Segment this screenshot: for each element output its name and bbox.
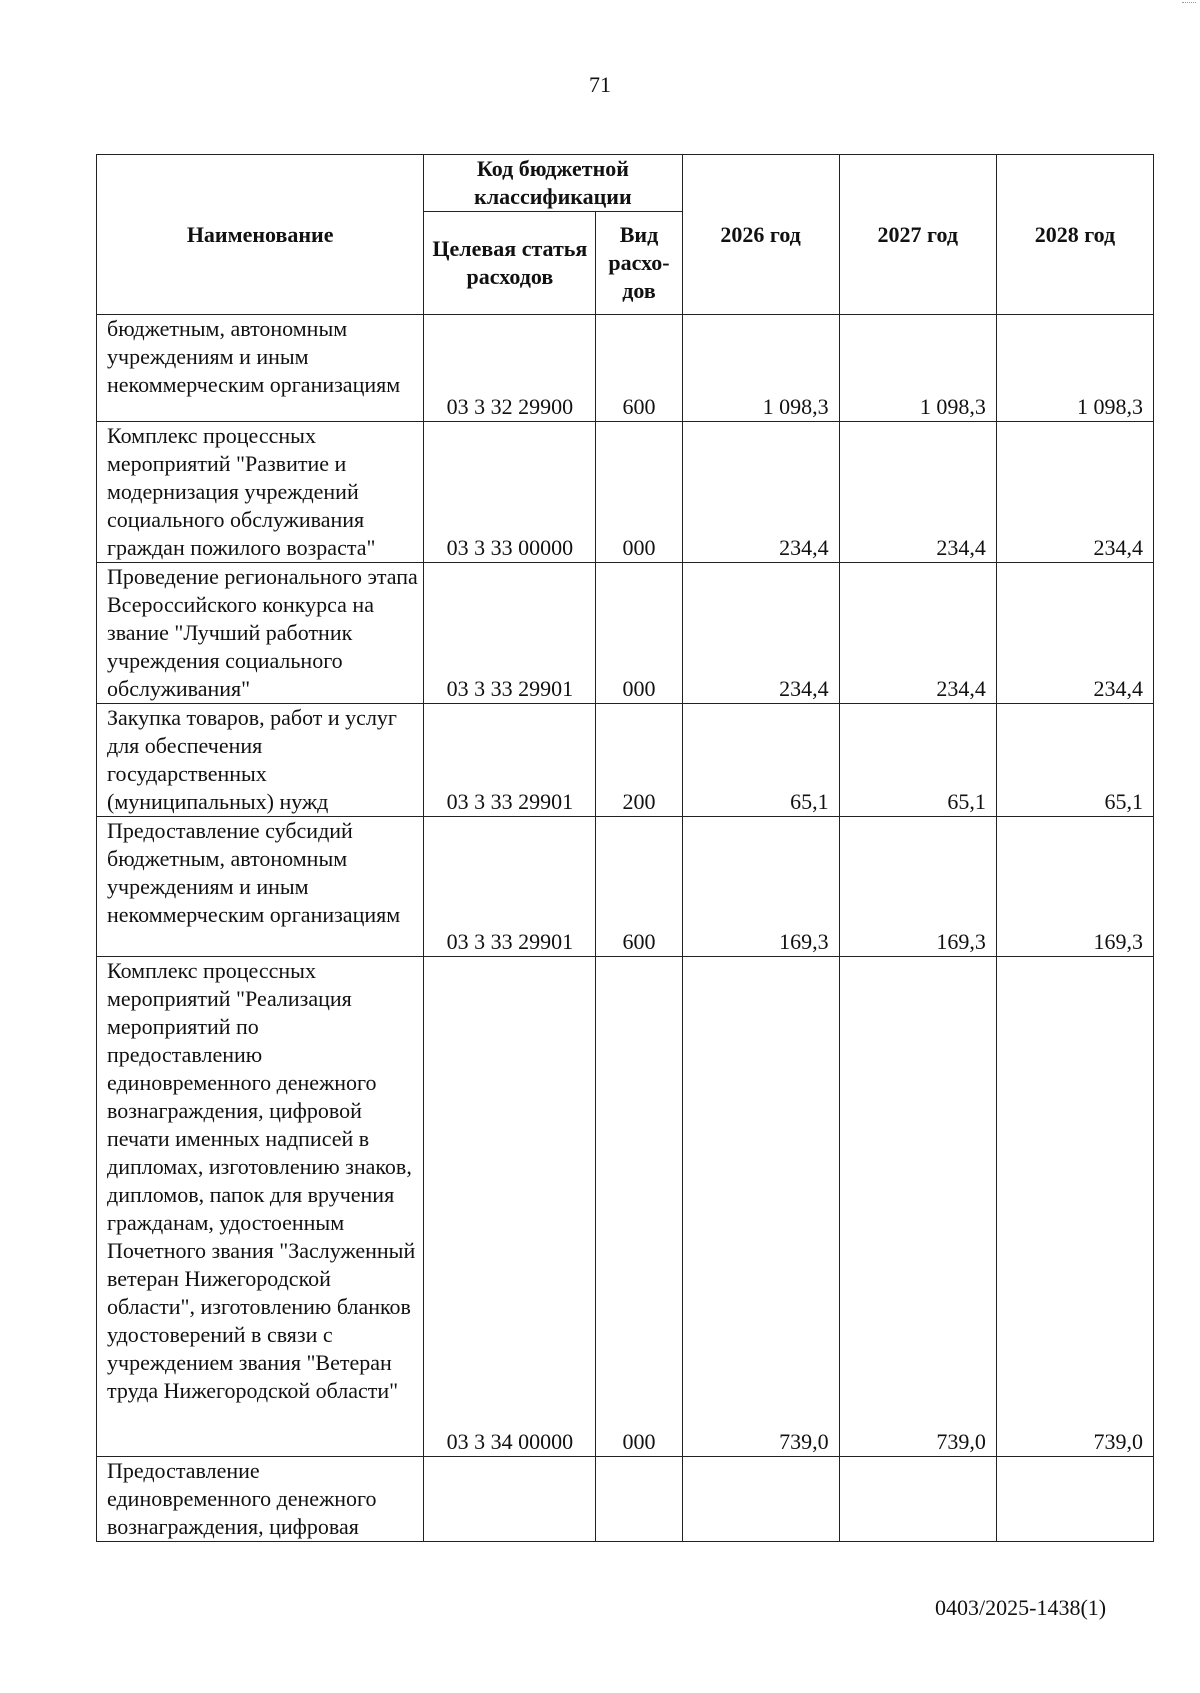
row-expense-kind: 600	[596, 817, 682, 957]
row-expense-kind	[596, 1457, 682, 1542]
row-value-2026: 234,4	[682, 563, 839, 704]
header-code-group: Код бюджетной классификации	[424, 155, 682, 212]
table-row	[97, 817, 1154, 957]
header-year-2028: 2028 год	[996, 155, 1153, 315]
row-value-2026: 739,0	[682, 957, 839, 1457]
row-expense-kind: 200	[596, 704, 682, 817]
row-expense-kind: 000	[596, 563, 682, 704]
row-name: бюджетным, автономным учреждениям и иным некоммерческим организациям	[97, 315, 424, 422]
row-value-2026: 65,1	[682, 704, 839, 817]
row-target-article	[424, 1457, 596, 1542]
table-row	[97, 315, 1154, 422]
row-expense-kind: 000	[596, 422, 682, 563]
table-header	[97, 155, 1154, 315]
row-name: Комплекс процессных мероприятий "Реализация мероприятий по предоставлению единовременного денежного вознаграждения, цифровой печати именных надписей в дипломах, изготовлению знаков, дипломов, папок для вручения гражданам, удостоенным Почетного звания "Заслуженный ветеран Нижегородской области", изготовлению бланков удостоверений в связи с учреждением звания "Ветеран труда Нижегородской области"	[97, 957, 424, 1457]
row-name: Проведение регионального этапа Всероссийского конкурса на звание "Лучший работник учреждения социального обслуживания"	[97, 563, 424, 704]
row-value-2028: 1 098,3	[996, 315, 1153, 422]
row-value-2028: 169,3	[996, 817, 1153, 957]
row-name: Комплекс процессных мероприятий "Развитие и модернизация учреждений социального обслуживания граждан пожилого возраста"	[97, 422, 424, 563]
row-value-2026: 234,4	[682, 422, 839, 563]
row-target-article: 03 3 33 00000	[424, 422, 596, 563]
header-year-2027: 2027 год	[839, 155, 996, 315]
document-code: 0403/2025-1438(1)	[935, 1595, 1107, 1620]
page-number: 71	[589, 72, 611, 97]
row-value-2027: 739,0	[839, 957, 996, 1457]
row-value-2027: 1 098,3	[839, 315, 996, 422]
row-value-2027: 169,3	[839, 817, 996, 957]
row-name: Закупка товаров, работ и услуг для обеспечения государственных (муниципальных) нужд	[97, 704, 424, 817]
header-target-article: Целевая статья расходов	[424, 212, 596, 315]
table-row	[97, 563, 1154, 704]
header-expense-kind: Вид расхо-дов	[596, 212, 682, 315]
row-value-2028: 739,0	[996, 957, 1153, 1457]
row-value-2028: 65,1	[996, 704, 1153, 817]
row-name: Предоставление единовременного денежного вознаграждения, цифровая	[97, 1457, 424, 1542]
table-row	[97, 957, 1154, 1457]
row-value-2028: 234,4	[996, 422, 1153, 563]
row-target-article: 03 3 33 29901	[424, 817, 596, 957]
header-year-2026: 2026 год	[682, 155, 839, 315]
row-expense-kind: 000	[596, 957, 682, 1457]
corner-mark	[1182, 2, 1196, 6]
row-target-article: 03 3 34 00000	[424, 957, 596, 1457]
row-expense-kind: 600	[596, 315, 682, 422]
row-target-article: 03 3 32 29900	[424, 315, 596, 422]
table-row	[97, 1457, 1154, 1542]
budget-table	[96, 154, 1154, 1542]
row-value-2026: 1 098,3	[682, 315, 839, 422]
row-target-article: 03 3 33 29901	[424, 704, 596, 817]
row-value-2027: 234,4	[839, 563, 996, 704]
table-row	[97, 704, 1154, 817]
row-value-2028	[996, 1457, 1153, 1542]
row-target-article: 03 3 33 29901	[424, 563, 596, 704]
table-row	[97, 422, 1154, 563]
row-name: Предоставление субсидий бюджетным, автономным учреждениям и иным некоммерческим организациям	[97, 817, 424, 957]
row-value-2027	[839, 1457, 996, 1542]
row-value-2026	[682, 1457, 839, 1542]
table-body	[97, 315, 1154, 1542]
row-value-2026: 169,3	[682, 817, 839, 957]
row-value-2028: 234,4	[996, 563, 1153, 704]
row-value-2027: 65,1	[839, 704, 996, 817]
row-value-2027: 234,4	[839, 422, 996, 563]
header-name: Наименование	[97, 155, 424, 315]
